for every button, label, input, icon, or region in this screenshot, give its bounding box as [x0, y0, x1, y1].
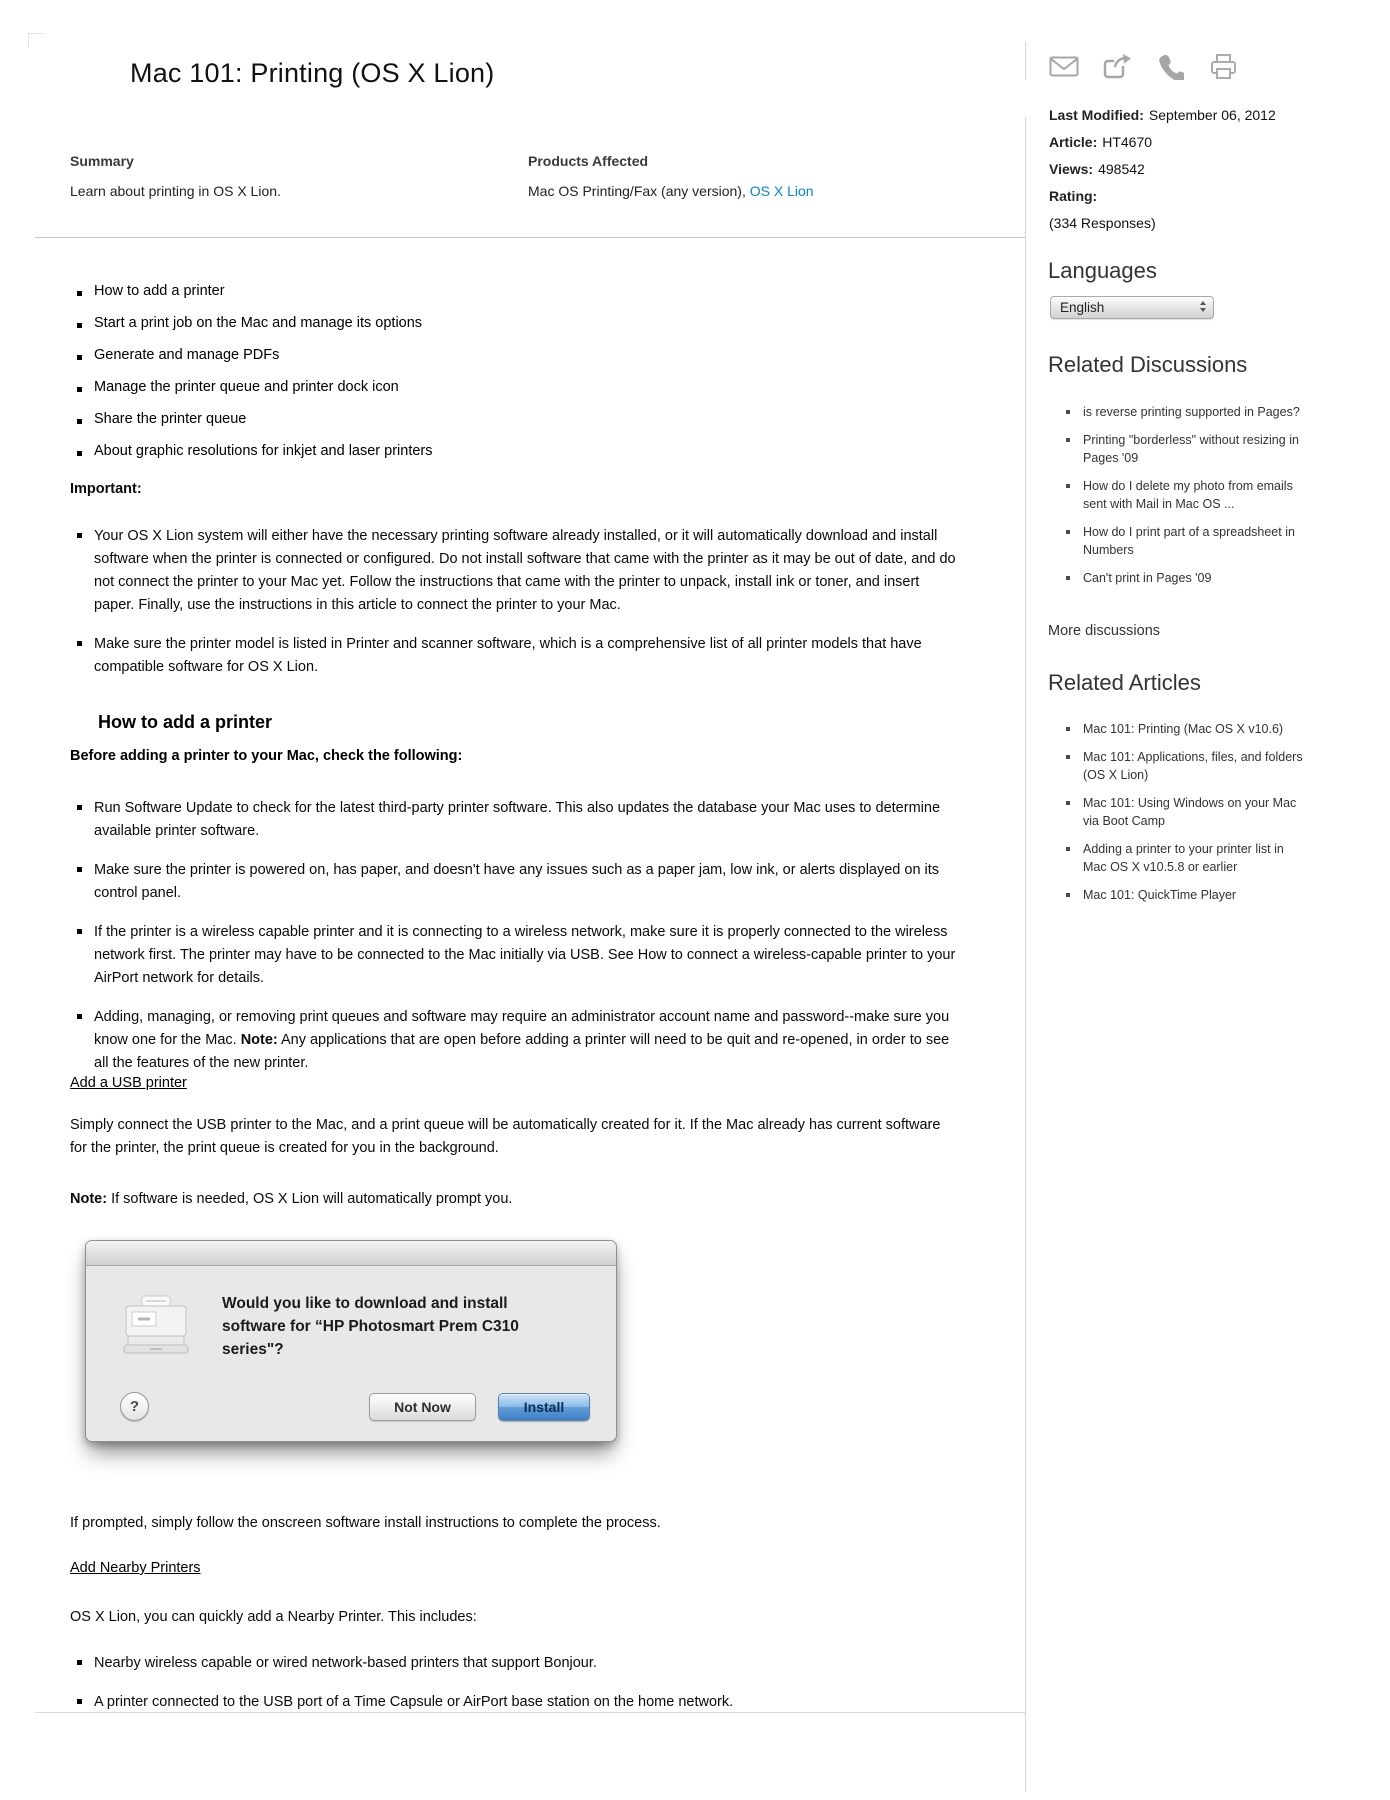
last-modified: Last Modified: September 06, 2012 — [1049, 107, 1276, 123]
toc-item[interactable]: Manage the printer queue and printer dock icon — [70, 379, 433, 395]
related-articles-heading: Related Articles — [1048, 670, 1201, 695]
usb-paragraph: Simply connect the USB printer to the Mac, and a print queue will be automatically created for it. If the Mac already has current software for the printer, the print queue is created for you in the background. — [70, 1117, 941, 1156]
note-inline-label: Note: — [240, 1032, 278, 1048]
not-now-button: Not Now — [369, 1393, 476, 1421]
bottom-divider — [35, 1712, 1025, 1713]
related-articles-list — [1049, 720, 1305, 914]
sidebar-divider-top — [1025, 42, 1026, 80]
select-arrows-icon — [1200, 301, 1206, 312]
article-number: Article: HT4670 — [1049, 134, 1153, 150]
related-article-item[interactable]: Mac 101: Using Windows on your Mac via Boot Camp — [1083, 794, 1305, 830]
important-item: Your OS X Lion system will either have the necessary printing software already installed, or it will automatically download and install software when the printer is connected or configured. Do not install software that came with the printer as it may be out of date, and do not connect the printer to your Mac yet. Follow the instructions that came with the printer to unpack, install ink or toner, and insert paper. Finally, use the instructions in this article to connect the printer to your Mac. — [70, 525, 960, 617]
article-toolbar — [1049, 52, 1238, 80]
before-adding-subheading: Before adding a printer to your Mac, check the following: — [70, 748, 463, 764]
page-title: Mac 101: Printing (OS X Lion) — [130, 58, 495, 88]
how-to-add-printer-heading: How to add a printer — [98, 712, 273, 732]
prompted-paragraph: If prompted, simply follow the onscreen software install instructions to complete the process. — [70, 1515, 661, 1531]
related-discussion-item[interactable]: is reverse printing supported in Pages? — [1083, 403, 1305, 421]
important-item: Make sure the printer model is listed in Printer and scanner software, which is a comprehensive list of all printer models that have compatible software for OS X Lion. — [70, 633, 960, 679]
responses-count: (334 Responses) — [1049, 215, 1156, 231]
toc-item[interactable]: About graphic resolutions for inkjet and laser printers — [70, 443, 433, 459]
help-button: ? — [120, 1392, 149, 1421]
related-discussions-heading: Related Discussions — [1048, 352, 1248, 377]
os-x-lion-link[interactable]: OS X Lion — [749, 183, 814, 199]
summary-text: Learn about printing in OS X Lion. — [70, 183, 281, 199]
related-discussion-item[interactable]: How do I print part of a spreadsheet in Numbers — [1083, 523, 1305, 559]
related-discussion-item[interactable]: Printing "borderless" without resizing in Pages '09 — [1083, 431, 1305, 467]
check-list — [70, 797, 960, 1091]
header-divider — [35, 237, 1025, 238]
important-label: Important: — [70, 481, 142, 497]
summary-label: Summary — [70, 153, 134, 169]
sidebar-divider — [1025, 117, 1026, 1792]
related-discussion-item[interactable]: Can't print in Pages '09 — [1083, 569, 1305, 587]
related-article-item[interactable]: Mac 101: Printing (Mac OS X v10.6) — [1083, 720, 1305, 738]
products-affected-prefix: Mac OS Printing/Fax (any version), — [528, 183, 750, 199]
language-select[interactable] — [1050, 296, 1214, 319]
note-label: Note: — [70, 1191, 108, 1207]
install-software-dialog — [85, 1240, 617, 1442]
views-count: Views: 498542 — [1049, 161, 1145, 177]
language-selected-value: English — [1060, 300, 1105, 315]
nearby-list — [70, 1652, 960, 1730]
nearby-item: A printer connected to the USB port of a Time Capsule or AirPort base station on the home network. — [70, 1691, 960, 1714]
toc-item[interactable]: Generate and manage PDFs — [70, 347, 433, 363]
nearby-paragraph: OS X Lion, you can quickly add a Nearby Printer. This includes: — [70, 1609, 477, 1625]
printer-icon — [116, 1292, 196, 1362]
phone-icon[interactable] — [1155, 52, 1185, 80]
corner-mark — [28, 33, 43, 48]
check-item: Adding, managing, or removing print queues and software may require an administrator account name and password--make sure you know one for the Mac. Note: Any applications that are open before adding a printer will need to be quit and re-opened, in order to see all the features of the new printer. — [70, 1006, 960, 1075]
languages-heading: Languages — [1048, 258, 1157, 283]
check-item: Make sure the printer is powered on, has paper, and doesn't have any issues such as a paper jam, low ink, or alerts displayed on its control panel. — [70, 859, 960, 905]
toc-item[interactable]: Start a print job on the Mac and manage its options — [70, 315, 433, 331]
related-article-item[interactable]: Mac 101: QuickTime Player — [1083, 886, 1305, 904]
toc-item[interactable]: Share the printer queue — [70, 411, 433, 427]
check-item: If the printer is a wireless capable printer and it is connecting to a wireless network, make sure it is properly connected to the wireless network first. The printer may have to be connected to the Mac initially via USB. See How to connect a wireless-capable printer to your AirPort network for details. — [70, 921, 960, 990]
rating-label: Rating: — [1049, 188, 1098, 204]
check-item: Run Software Update to check for the latest third-party printer software. This also updates the database your Mac uses to determine available printer software. — [70, 797, 960, 843]
important-list — [70, 525, 960, 695]
products-affected-label: Products Affected — [528, 153, 649, 169]
toc-item[interactable]: How to add a printer — [70, 283, 433, 299]
related-article-item[interactable]: Adding a printer to your printer list in Mac OS X v10.5.8 or earlier — [1083, 840, 1305, 876]
dialog-titlebar — [86, 1241, 616, 1266]
products-affected-text — [528, 183, 814, 199]
more-discussions-link[interactable]: More discussions — [1048, 623, 1161, 639]
add-usb-printer-heading: Add a USB printer — [70, 1075, 187, 1091]
share-icon[interactable] — [1102, 52, 1132, 80]
note-paragraph: Note: If software is needed, OS X Lion will automatically prompt you. — [70, 1191, 513, 1207]
dialog-message: Would you like to download and install software for “HP Photosmart Prem C310 series"? — [222, 1295, 519, 1358]
related-article-item[interactable]: Mac 101: Applications, files, and folders (OS X Lion) — [1083, 748, 1305, 784]
install-button: Install — [498, 1393, 590, 1421]
related-discussions-list — [1049, 403, 1305, 597]
email-icon[interactable] — [1049, 52, 1079, 80]
nearby-item: Nearby wireless capable or wired network-based printers that support Bonjour. — [70, 1652, 960, 1675]
related-discussion-item[interactable]: How do I delete my photo from emails sent with Mail in Mac OS ... — [1083, 477, 1305, 513]
print-icon[interactable] — [1208, 52, 1238, 80]
add-nearby-printers-heading: Add Nearby Printers — [70, 1560, 201, 1576]
article-meta — [1049, 102, 1276, 237]
toc-list — [70, 283, 433, 475]
